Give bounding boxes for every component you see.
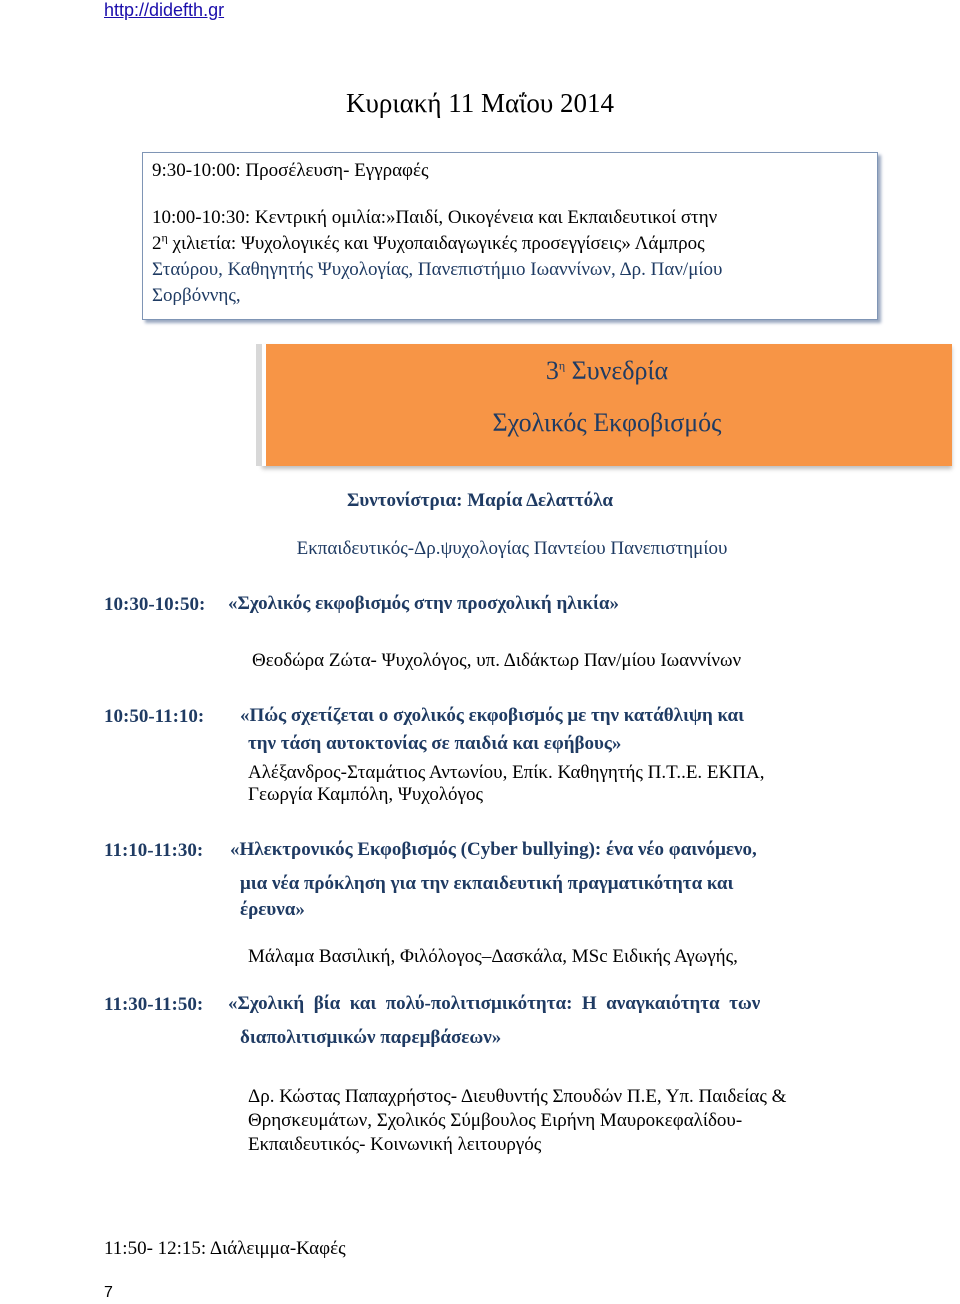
coffee-break: 11:50- 12:15: Διάλειμμα-Καφές: [104, 1238, 346, 1259]
keynote-line-3: Σταύρου, Καθηγητής Ψυχολογίας, Πανεπιστήμιο Ιωαννίνων, Δρ. Παν/μίου: [152, 259, 723, 280]
talk-1-title: «Σχολικός εκφοβισμός στην προσχολική ηλικία»: [228, 593, 620, 614]
page-number: 7: [104, 1284, 113, 1301]
talk-3-speaker: Μάλαμα Βασιλική, Φιλόλογος–Δασκάλα, MSc Ειδικής Αγωγής,: [248, 946, 738, 967]
talk-4-title-line-1: «Σχολική βία και πολύ-πολιτισμικότητα: Η αναγκαιότητα των: [228, 993, 761, 1014]
talk-3-title-line-3: έρευνα»: [240, 899, 305, 920]
site-link[interactable]: http://didefth.gr: [104, 0, 225, 20]
session-number-sup: η: [558, 358, 566, 373]
talk-3-title-line-2: μια νέα πρόκληση για την εκπαιδευτική πραγματικότητα και: [240, 873, 734, 894]
day-title: Κυριακή 11 Μαΐου 2014: [345, 88, 614, 118]
keynote-sup: η: [161, 230, 168, 245]
keynote-line-2-text: χιλιετία: Ψυχολογικές και Ψυχοπαιδαγωγικές προσεγγίσεις» Λάμπρος: [167, 233, 705, 254]
talk-1-speaker: Θεοδώρα Ζώτα- Ψυχολόγος, υπ. Διδάκτωρ Παν/μίου Ιωαννίνων: [252, 650, 742, 671]
talk-2-speaker-line-1: Αλέξανδρος-Σταμάτιος Αντωνίου, Επίκ. Καθηγητής Π.Τ..Ε. ΕΚΠΑ,: [248, 762, 765, 783]
session-number: $3^\eta$ Συνεδρία: [545, 356, 669, 385]
keynote-paragraph: [152, 205, 867, 309]
talk-3-time: 11:10-11:30:: [104, 840, 204, 861]
talk-4-title-line-2: διαπολιτισμικών παρεμβάσεων»: [240, 1027, 502, 1048]
keynote-line-1: 10:00-10:30: Κεντρική ομιλία:»Παιδί, Οικογένεια και Εκπαιδευτικοί στην: [152, 207, 718, 228]
keynote-line-2: [152, 231, 867, 257]
talk-2-speaker-line-2: Γεωργία Καμπόλη, Ψυχολόγος: [248, 784, 483, 805]
coordinator-affiliation: Εκπαιδευτικός-Δρ.ψυχολογίας Παντείου Πανεπιστημίου: [296, 538, 728, 559]
talk-3-title-line-1: «Ηλεκτρονικός Εκφοβισμός (Cyber bullying): ένα νέο φαινόμενο,: [230, 839, 757, 860]
talk-4-time: 11:30-11:50:: [104, 994, 204, 1015]
arrival-line: 9:30-10:00: Προσέλευση- Εγγραφές: [152, 160, 429, 181]
coordinator: Συντονίστρια: Μαρία Δελαττόλα: [346, 490, 614, 511]
talk-1-time: 10:30-10:50:: [104, 594, 206, 615]
talk-2-time: 10:50-11:10:: [104, 706, 205, 727]
talk-4-speaker-line-1: Δρ. Κώστας Παπαχρήστος- Διευθυντής Σπουδών Π.Ε, Υπ. Παιδείας &: [248, 1086, 787, 1107]
keynote-line-4: Σορβόννης,: [152, 285, 241, 306]
keynote-number: 2: [152, 233, 162, 254]
talk-4-speaker-line-3: Εκπαιδευτικός- Κοινωνική λειτουργός: [248, 1134, 542, 1155]
session-title: Σχολικός Εκφοβισμός: [492, 408, 722, 437]
talk-4-speaker-line-2: Θρησκευμάτων, Σχολικός Σύμβουλος Ειρήνη Μαυροκεφαλίδου-: [248, 1110, 743, 1131]
talk-2-title-line-1: «Πώς σχετίζεται ο σχολικός εκφοβισμός με την κατάθλιψη και: [240, 705, 744, 726]
talk-2-title-line-2: την τάση αυτοκτονίας σε παιδιά και εφήβους»: [248, 733, 622, 754]
